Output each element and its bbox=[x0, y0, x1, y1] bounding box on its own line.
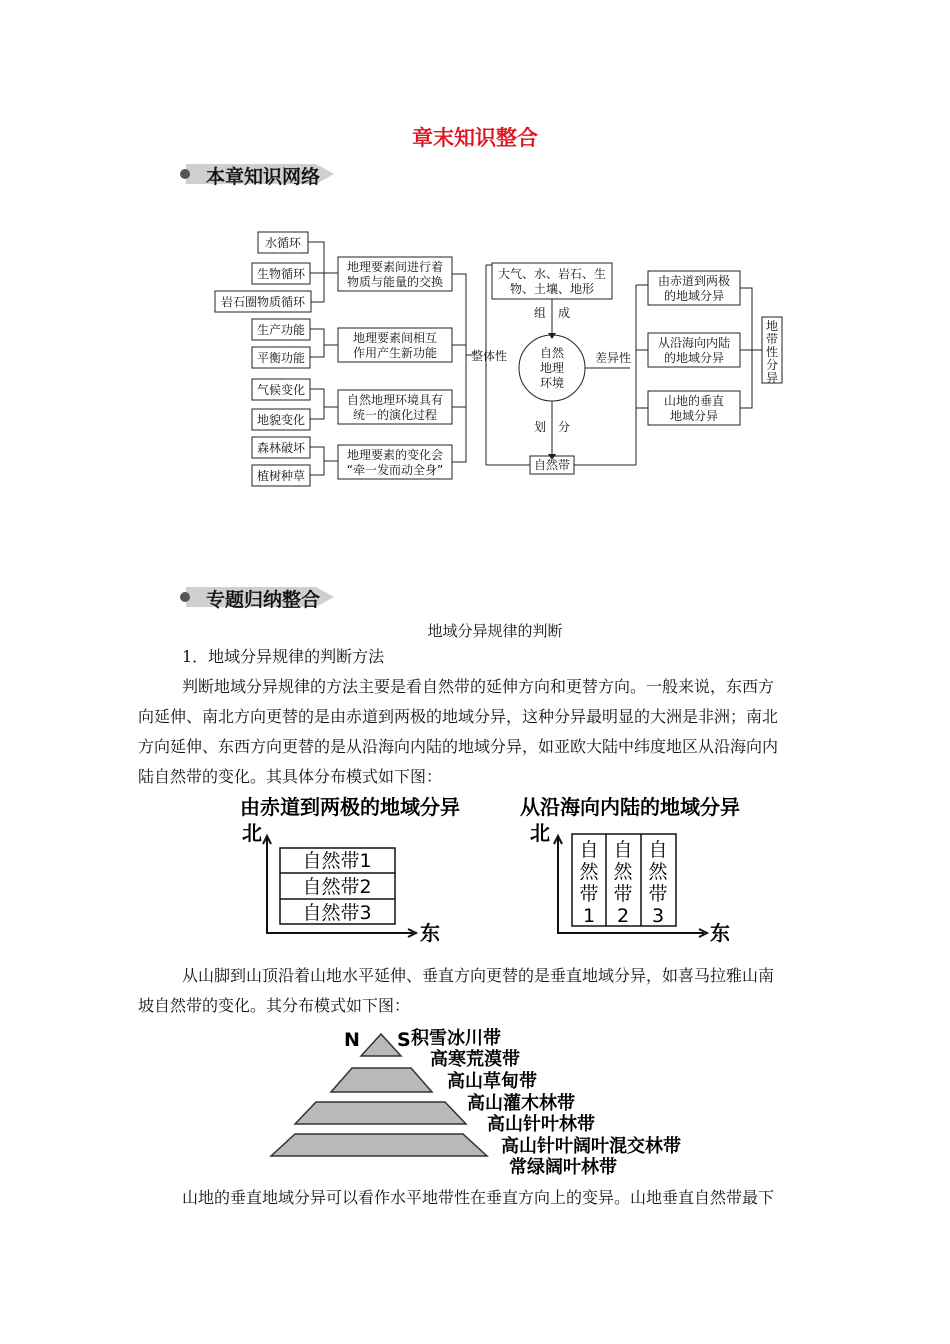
integrity-label: 整体性 bbox=[470, 349, 508, 363]
diagram-label: 森林破坏 bbox=[256, 441, 306, 455]
diagram-label: 水循环 bbox=[264, 236, 302, 250]
diagram-label: 作用产生新功能 bbox=[352, 346, 438, 360]
east-label: 东 bbox=[420, 921, 440, 945]
diagram-label: 地貌变化 bbox=[256, 413, 306, 427]
diagram-label: 统一的演化过程 bbox=[352, 408, 438, 422]
diagram-label: “牵一发而动全身” bbox=[346, 463, 444, 477]
section-header-network bbox=[186, 160, 366, 188]
paragraph-line: 陆自然带的变化。其具体分布模式如下图： bbox=[138, 767, 443, 786]
belt-label: 自然带3 bbox=[302, 902, 372, 924]
diagram-label: 地理要素的变化会 bbox=[346, 448, 444, 462]
zonal-char: 带 bbox=[765, 332, 779, 346]
divide-label: 划 分 bbox=[533, 420, 571, 434]
zonal-char: 分 bbox=[765, 358, 779, 372]
diagram-label: 地理要素间相互 bbox=[352, 331, 438, 345]
belt-char: 3 bbox=[651, 905, 665, 927]
diagram-label: 地域分异 bbox=[669, 409, 719, 423]
diagram-label: 平衡功能 bbox=[256, 351, 306, 365]
zonal-char: 异 bbox=[765, 371, 779, 385]
diagram-label: 生产功能 bbox=[256, 323, 306, 337]
center-label: 地理 bbox=[539, 361, 565, 375]
section-title: 专题归纳整合 bbox=[206, 589, 321, 611]
belt-label: 高寒荒漠带 bbox=[430, 1049, 520, 1070]
diagram-label: 岩石圈物质循环 bbox=[220, 295, 306, 309]
belt-label: 常绿阔叶林带 bbox=[509, 1157, 617, 1178]
figure-title: 由赤道到两极的地域分异 bbox=[240, 795, 460, 819]
zonal-char: 性 bbox=[765, 345, 779, 359]
compose-label: 组 成 bbox=[533, 306, 571, 320]
paragraph-line: 山地的垂直地域分异可以看作水平地带性在垂直方向上的变异。山地垂直自然带最下 bbox=[182, 1188, 775, 1207]
paragraph-line: 坡自然带的变化。其分布模式如下图： bbox=[138, 996, 411, 1015]
diagram-label: 植树种草 bbox=[256, 469, 306, 483]
belt-label: 自然带1 bbox=[302, 850, 372, 872]
belt-char: 1 bbox=[582, 905, 596, 927]
diagram-label: 的地域分异 bbox=[663, 289, 725, 303]
center-label: 自然 bbox=[539, 346, 565, 360]
diagram-label: 由赤道到两极 bbox=[657, 274, 731, 288]
belt-char: 2 bbox=[616, 905, 630, 927]
belt-char: 然 bbox=[613, 861, 633, 883]
belt-char: 带 bbox=[613, 883, 633, 905]
belt-char: 带 bbox=[648, 883, 668, 905]
paragraph-line: 从山脚到山顶沿着山地水平延伸、垂直方向更替的是垂直地域分异，如喜马拉雅山南 bbox=[182, 966, 775, 985]
belt-char: 自 bbox=[579, 839, 599, 861]
belt-char: 然 bbox=[648, 861, 668, 883]
page-title: 章末知识整合 bbox=[412, 126, 538, 150]
difference-label: 差异性 bbox=[594, 351, 632, 365]
paragraph-line: 向延伸、南北方向更替的是由赤道到两极的地域分异，这种分异最明显的大洲是非洲；南北 bbox=[138, 707, 779, 726]
section-header-topics bbox=[186, 583, 366, 611]
paragraph-line: 方向延伸、东西方向更替的是从沿海向内陆的地域分异，如亚欧大陆中纬度地区从沿海向内 bbox=[138, 737, 779, 756]
belt-char: 自 bbox=[648, 839, 668, 861]
belt-char: 然 bbox=[579, 861, 599, 883]
point-heading: 1．地域分异规律的判断方法 bbox=[182, 647, 385, 666]
diagram-label: 从沿海向内陆 bbox=[657, 336, 731, 350]
diagram-label: 气候变化 bbox=[256, 383, 306, 397]
diagram-label: 物、土壤、地形 bbox=[509, 282, 595, 296]
diagram-label: 地理要素间进行着 bbox=[346, 260, 444, 274]
belt-label: 积雪冰川带 bbox=[411, 1028, 501, 1049]
tier-4 bbox=[271, 1134, 487, 1156]
paragraph-line: 判断地域分异规律的方法主要是看自然带的延伸方向和更替方向。一般来说，东西方 bbox=[182, 677, 775, 696]
east-label: 东 bbox=[710, 921, 730, 945]
diagram-label: 物质与能量的交换 bbox=[346, 275, 444, 289]
diagram-label: 大气、水、岩石、生 bbox=[497, 267, 607, 281]
tier-2 bbox=[331, 1068, 432, 1092]
figure-vertical-zonation bbox=[265, 1022, 715, 1178]
belt-label: 高山针叶阔叶混交林带 bbox=[501, 1136, 681, 1157]
diagram-label: 自然地理环境具有 bbox=[346, 393, 444, 407]
knowledge-network-diagram bbox=[210, 225, 800, 490]
figure-latitudinal bbox=[228, 790, 478, 950]
figure-longitudinal bbox=[512, 790, 762, 950]
north-label: 北 bbox=[242, 821, 262, 845]
belt-label: 高山针叶林带 bbox=[487, 1114, 595, 1135]
diagram-label: 的地域分异 bbox=[663, 351, 725, 365]
belt-label: 高山草甸带 bbox=[447, 1071, 537, 1092]
figure-title: 从沿海向内陆的地域分异 bbox=[520, 795, 740, 819]
north-label: N bbox=[344, 1029, 360, 1051]
belt-char: 自 bbox=[613, 839, 633, 861]
diagram-label: 山地的垂直 bbox=[663, 394, 725, 408]
tier-3 bbox=[295, 1102, 466, 1124]
south-label: S bbox=[397, 1029, 411, 1051]
subtitle: 地域分异规律的判断 bbox=[427, 622, 563, 640]
natural-belt-label: 自然带 bbox=[533, 458, 571, 472]
belt-char: 带 bbox=[579, 883, 599, 905]
zonal-char: 地 bbox=[765, 319, 779, 333]
north-label: 北 bbox=[530, 821, 550, 845]
center-label: 环境 bbox=[539, 376, 565, 390]
section-title: 本章知识网络 bbox=[206, 166, 321, 188]
belt-label: 自然带2 bbox=[302, 876, 372, 898]
diagram-label: 生物循环 bbox=[256, 267, 306, 281]
belt-label: 高山灌木林带 bbox=[467, 1093, 575, 1114]
tier-1 bbox=[361, 1034, 401, 1056]
